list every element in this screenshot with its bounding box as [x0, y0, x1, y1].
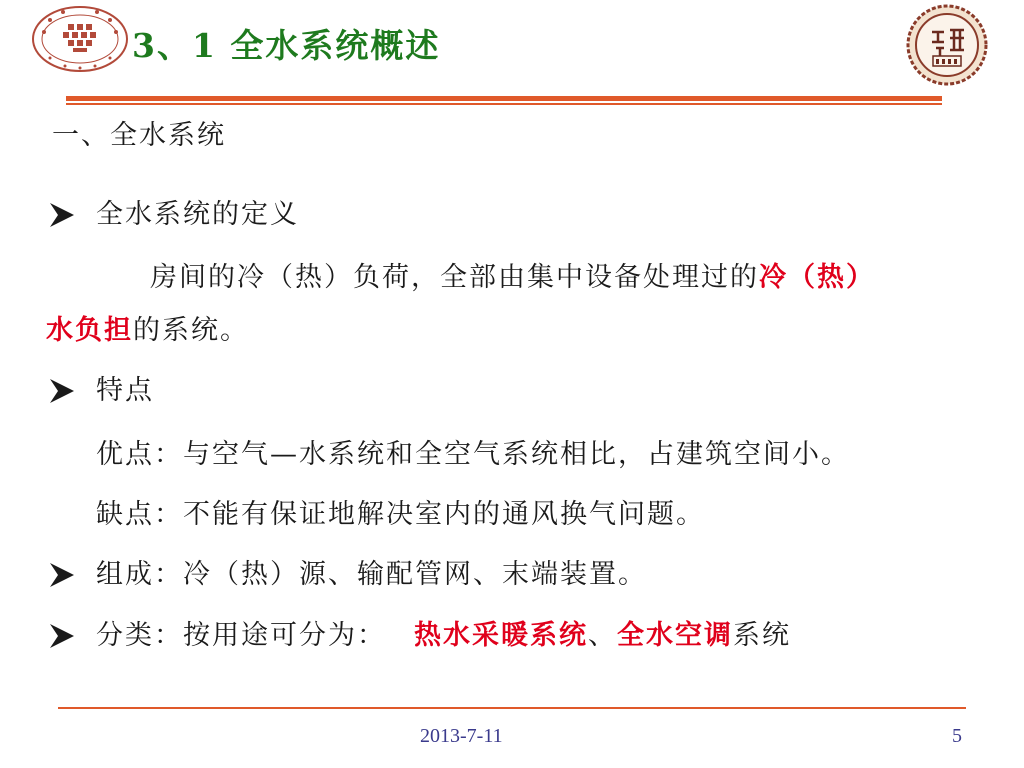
classification-highlight-2: 全水空调	[617, 620, 733, 651]
features-label: 特点	[96, 375, 154, 406]
definition-text-line1	[150, 260, 875, 296]
section-heading: 一、全水系统	[52, 120, 226, 151]
definition-text-part2: 的系统。	[133, 315, 249, 346]
classification-highlight-1: 热水采暖系统	[414, 620, 588, 651]
definition-highlight-2: 水负担	[46, 315, 133, 346]
definition-text-part1: 房间的冷（热）负荷，全部由集中设备处理过的	[150, 262, 759, 293]
classification-prefix: 分类：按用途可分为：	[96, 620, 386, 651]
header-rule-thick	[66, 96, 942, 101]
arrow-bullet-icon	[48, 377, 76, 405]
university-seal-logo	[906, 4, 988, 86]
classification-text	[96, 618, 791, 654]
features-disadvantage: 缺点：不能有保证地解决室内的通风换气问题。	[96, 499, 705, 530]
arrow-bullet-icon	[48, 561, 76, 589]
classification-suffix: 系统	[733, 620, 791, 651]
features-advantage: 优点：与空气—水系统和全空气系统相比，占建筑空间小。	[96, 439, 850, 470]
footer-rule	[58, 707, 966, 709]
arrow-bullet-icon	[48, 201, 76, 229]
page-number: 5	[952, 725, 962, 747]
header-rule-thin	[66, 103, 942, 105]
classification-separator: 、	[588, 620, 617, 651]
page-title: 3、1 全水系统概述	[132, 26, 441, 65]
definition-label: 全水系统的定义	[96, 199, 299, 230]
definition-highlight-1: 冷（热）	[759, 262, 875, 293]
footer-date: 2013-7-11	[420, 725, 503, 747]
composition-text: 组成：冷（热）源、输配管网、末端装置。	[96, 559, 647, 590]
university-logo	[30, 4, 130, 74]
arrow-bullet-icon	[48, 622, 76, 650]
definition-text-line2	[46, 313, 249, 349]
